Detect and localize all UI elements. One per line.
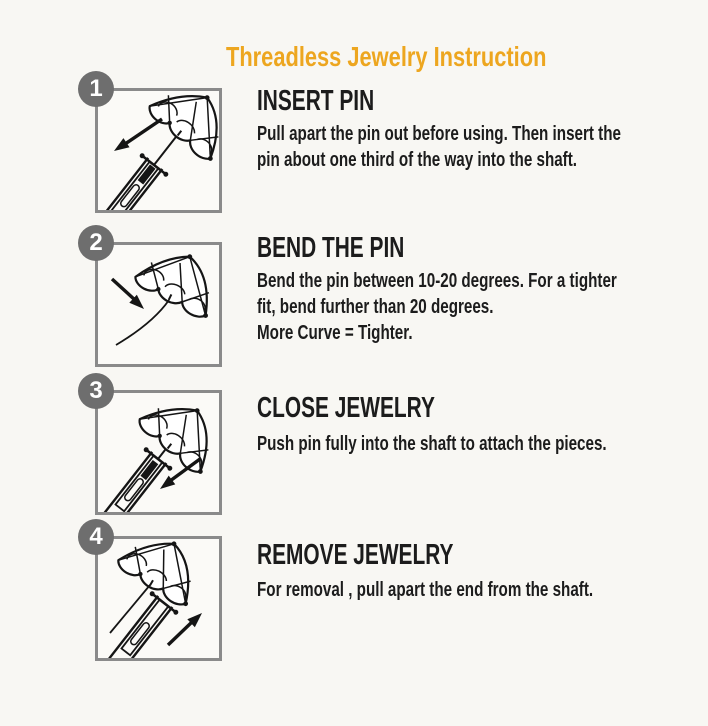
step-3-heading: CLOSE JEWELRY	[257, 392, 435, 424]
step-3-body-line: Push pin fully into the shaft to attach the pieces.	[257, 433, 607, 455]
page-title: Threadless Jewelry Instruction	[226, 41, 547, 72]
insert-pin-illustration	[98, 91, 219, 210]
step-1-figure-box	[95, 88, 222, 213]
step-3-number-badge: 3	[78, 373, 114, 409]
step-4-body-line: For removal , pull apart the end from the shaft.	[257, 579, 594, 601]
step-1-body	[257, 121, 708, 173]
step-4-body	[257, 577, 699, 603]
step-2-heading: BEND THE PIN	[257, 232, 405, 264]
bend-pin-illustration	[98, 245, 219, 364]
remove-jewelry-illustration	[98, 539, 219, 658]
step-3-body	[257, 431, 708, 457]
step-1-heading: INSERT PIN	[257, 85, 375, 117]
step-4-heading: REMOVE JEWELRY	[257, 539, 454, 571]
step-4-figure-box	[95, 536, 222, 661]
step-1-number-badge: 1	[78, 71, 114, 107]
step-3-figure-box	[95, 390, 222, 515]
step-2-number-badge: 2	[78, 225, 114, 261]
step-2-body-line: Bend the pin between 10-20 degrees. For a tighter	[257, 270, 617, 292]
step-4-number-badge: 4	[78, 519, 114, 555]
step-1-body-line: Pull apart the pin out before using. Then insert the	[257, 123, 621, 145]
close-jewelry-illustration	[98, 393, 219, 512]
step-2-figure-box	[95, 242, 222, 367]
step-2-body-line: More Curve = Tighter.	[257, 322, 413, 344]
step-1-body-line: pin about one third of the way into the shaft.	[257, 149, 578, 171]
step-2-body-line: fit, bend further than 20 degrees.	[257, 296, 494, 318]
step-2-body	[257, 268, 708, 346]
